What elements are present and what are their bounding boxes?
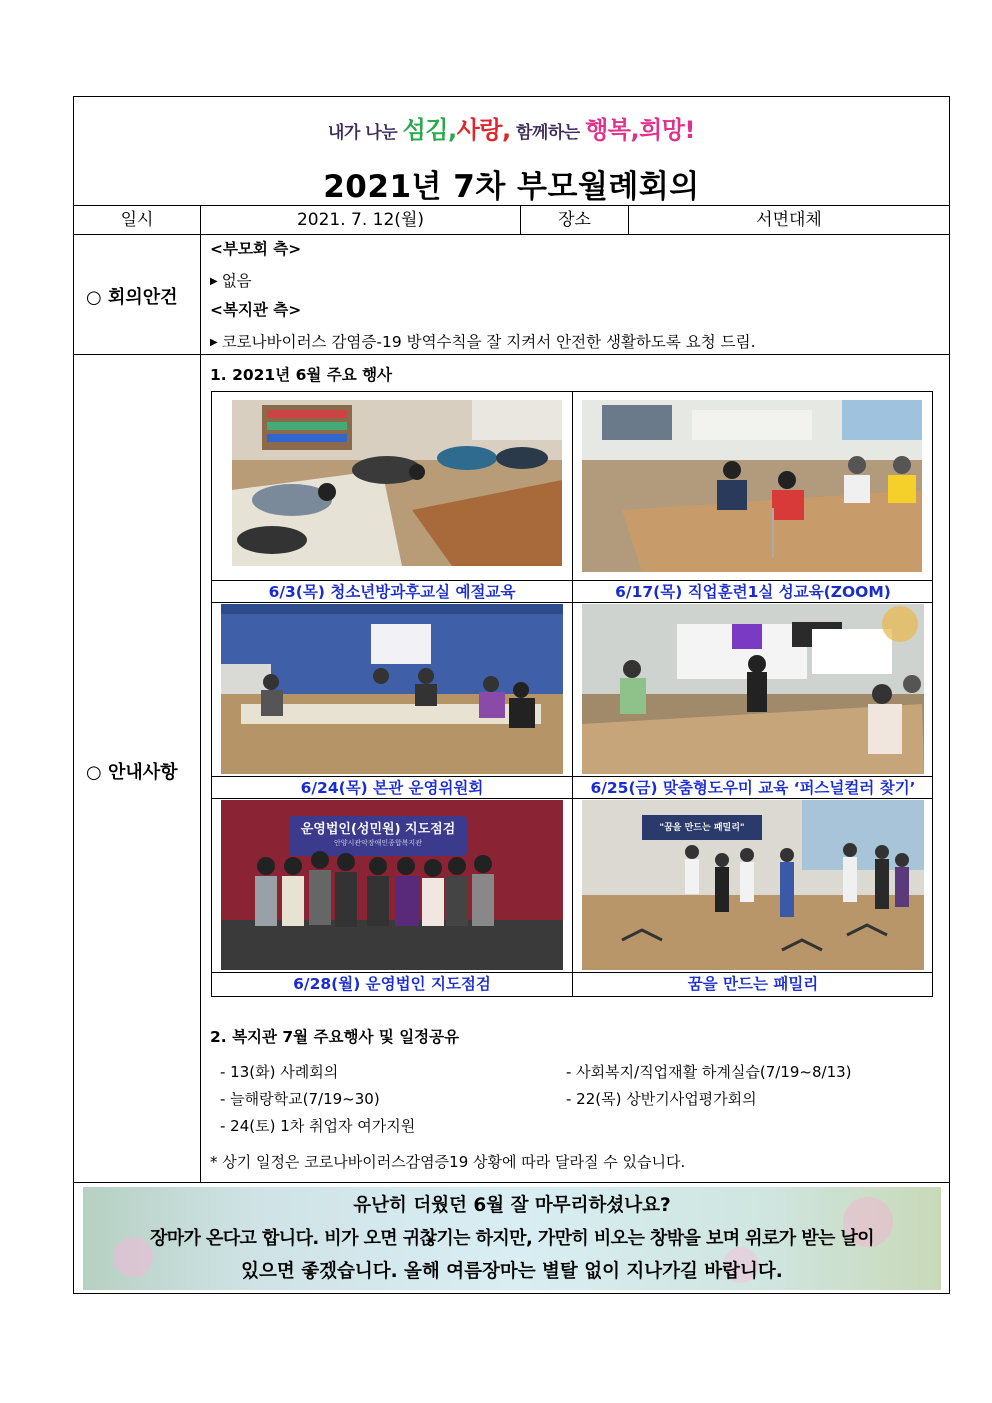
slogan <box>74 110 949 145</box>
photo-caption-4: 6/25(금) 맞춤형도우미 교육 ‘퍼스널컬러 찾기’ <box>573 776 933 798</box>
footer-message <box>83 1187 941 1290</box>
document-sheet <box>73 96 950 1294</box>
schedule-left-1: - 13(화) 사례회의 <box>220 1063 339 1081</box>
center-item-text: 코로나바이러스 감염증-19 방역수칙을 잘 지켜서 안전한 생활하도록 요청 드림. <box>221 333 756 351</box>
photo-cell-3 <box>212 603 572 798</box>
notice-section <box>74 355 949 1183</box>
photo-classroom-zoom <box>582 400 922 572</box>
photo-stretching <box>582 800 924 970</box>
date-label: 일시 <box>74 206 201 234</box>
place-label: 장소 <box>521 206 629 234</box>
slogan-prefix-1: 내가 나눈 <box>328 123 403 143</box>
parents-heading: <부모회 측> <box>210 240 302 258</box>
parents-item <box>210 269 252 291</box>
photo-personal-color <box>582 604 924 774</box>
header <box>74 97 949 206</box>
notice-label: ○ 안내사항 <box>86 762 178 783</box>
footer-line-3: 있으면 좋겠습니다. 올해 여름장마는 별탈 없이 지나가길 바랍니다. <box>241 1261 783 1282</box>
slogan-word-3: 행복, <box>585 116 640 144</box>
page-title: 2021년 7차 부모월례회의 <box>323 169 700 205</box>
photo-group-inspection <box>221 800 563 970</box>
photo-bowing-class <box>232 400 562 566</box>
photo-cell-2 <box>573 392 933 602</box>
place-value: 서면대체 <box>756 210 822 230</box>
triangle-bullet-icon: ▶ <box>210 276 218 287</box>
inspection-banner-text: 운영법인(성민원) 지도점검 <box>300 822 456 837</box>
slogan-word-2: 사랑, <box>456 116 511 144</box>
schedule-left-3: - 24(토) 1차 취업자 여가지원 <box>220 1117 416 1135</box>
photo-caption-1: 6/3(목) 청소년방과후교실 예절교육 <box>212 580 572 602</box>
photo-table <box>211 391 933 997</box>
section1-title: 1. 2021년 6월 주요 행사 <box>210 366 393 384</box>
inspection-banner-sub: 안양시관악장애인종합복지관 <box>334 839 422 847</box>
schedule-left-2: - 늘해랑학교(7/19~30) <box>220 1090 380 1108</box>
notice-label-cell <box>74 355 201 1182</box>
schedule-right-1: - 사회복지/직업재활 하계실습(7/19~8/13) <box>566 1063 852 1081</box>
center-item <box>210 330 756 352</box>
photo-caption-3: 6/24(목) 본관 운영위원회 <box>212 776 572 798</box>
agenda-label: ○ 회의안건 <box>86 287 178 308</box>
section2-title: 2. 복지관 7월 주요행사 및 일정공유 <box>210 1028 460 1046</box>
photo-cell-4 <box>573 603 933 798</box>
photo-caption-2: 6/17(목) 직업훈련1실 성교육(ZOOM) <box>573 580 933 602</box>
center-heading: <복지관 측> <box>210 301 302 319</box>
schedule-right-2: - 22(목) 상반기사업평가회의 <box>566 1090 757 1108</box>
photo-cell-5 <box>212 799 572 996</box>
photo-caption-5: 6/28(월) 운영법인 지도점검 <box>212 972 572 994</box>
date-value: 2021. 7. 12(월) <box>201 206 521 234</box>
dream-banner-text: "꿈을 만드는 패밀리" <box>659 823 745 833</box>
photo-committee-meeting <box>221 604 563 774</box>
schedule-note: * 상기 일정은 코로나바이러스감염증19 상황에 따라 달라질 수 있습니다. <box>210 1153 686 1171</box>
agenda-section <box>74 235 949 355</box>
info-row <box>74 206 949 235</box>
triangle-bullet-icon: ▶ <box>210 337 218 348</box>
photo-cell-1 <box>212 392 572 602</box>
slogan-word-1: 섬김, <box>402 116 457 144</box>
parents-item-text: 없음 <box>221 272 252 290</box>
slogan-word-4: 희망! <box>639 116 695 144</box>
slogan-prefix-2: 함께하는 <box>510 123 586 143</box>
photo-cell-6 <box>573 799 933 996</box>
photo-caption-6: 꿈을 만드는 패밀리 <box>573 972 933 994</box>
footer-line-1: 유난히 더웠던 6월 잘 마무리하셨나요? <box>353 1195 671 1216</box>
agenda-label-cell <box>74 235 201 354</box>
footer-line-2: 장마가 온다고 합니다. 비가 오면 귀찮기는 하지만, 가만히 비오는 창밖을 보며 위로가 받는 날이 <box>149 1228 875 1249</box>
